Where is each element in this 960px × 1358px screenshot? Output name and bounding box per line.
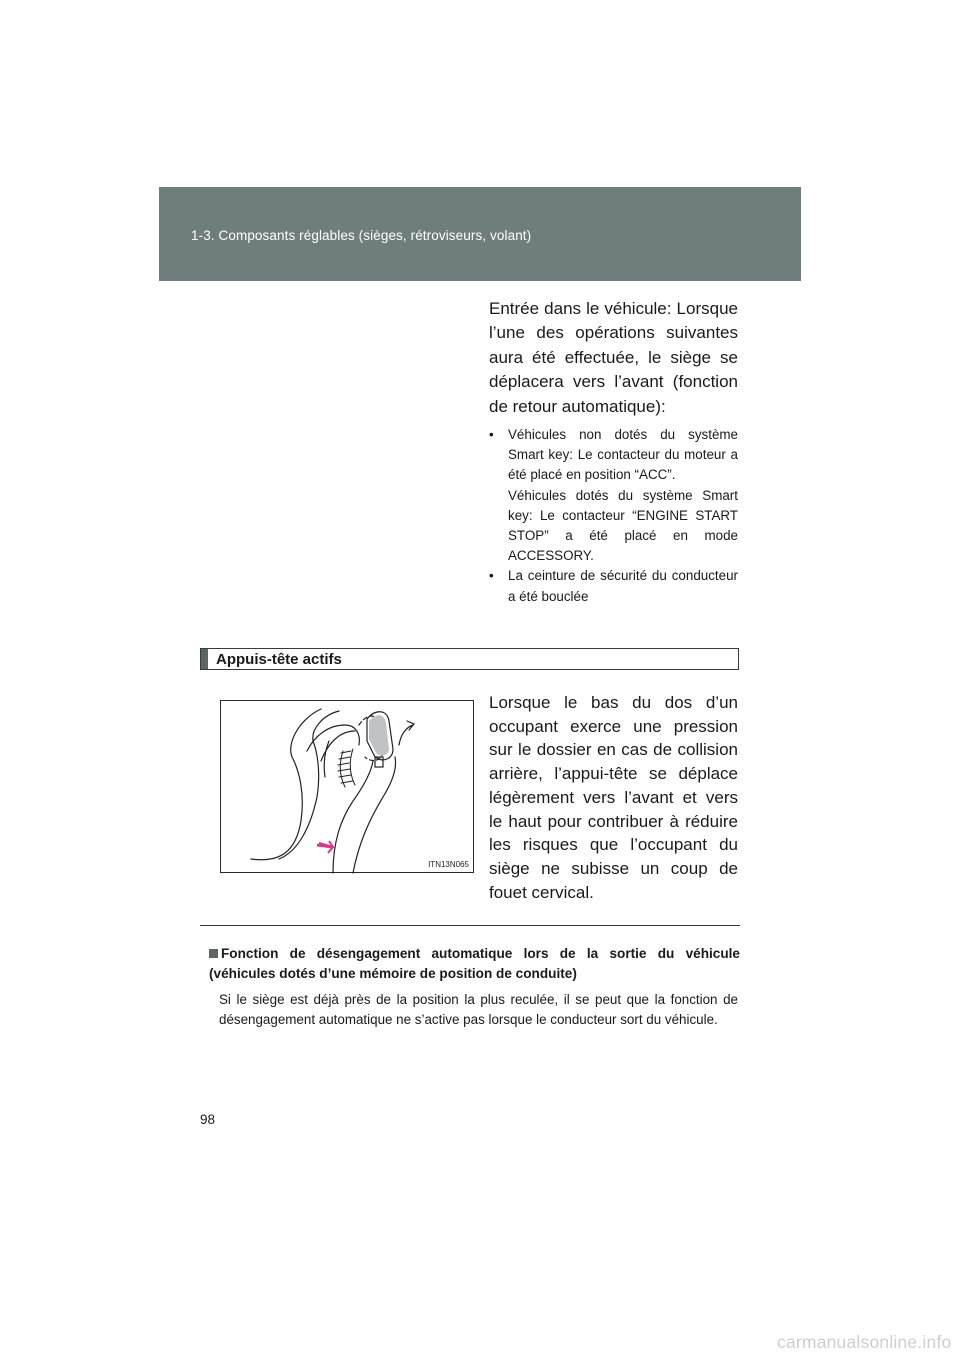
section-heading-title: Appuis-tête actifs <box>216 651 342 668</box>
active-headrest-figure <box>220 700 474 873</box>
section-heading-tab <box>201 649 208 669</box>
section-heading <box>200 648 739 670</box>
note-title <box>209 944 740 984</box>
list-item <box>489 425 738 566</box>
divider <box>200 925 740 926</box>
section-header-title: 1-3. Composants réglables (sièges, rétroviseurs, volant) <box>191 228 532 243</box>
body-paragraph: Lorsque le bas du dos d’un occupant exerce une pression sur le dossier en cas de collision arrière, l’appui-tête se déplace légèrement vers l’avant et vers le haut pour contribuer à réduire les risques que l’occupant du siège ne subisse un coup de fouet cervical. <box>489 693 738 902</box>
bullet-list <box>489 425 738 607</box>
list-item <box>489 566 738 606</box>
list-item-text: Véhicules dotés du système Smart key: Le contacteur “ENGINE START STOP” a été placé en mode ACCESSORY. <box>508 487 738 564</box>
bullet-icon: • <box>489 568 494 584</box>
intro-paragraph: Entrée dans le véhicule: Lorsque l’une des opérations suivantes aura été effectuée, le siège se déplacera vers l’avant (fonction de retour automatique): <box>489 299 738 416</box>
watermark[interactable]: carmanualsonline.info <box>777 1332 952 1352</box>
note-title-text: Fonction de désengagement automatique lors de la sortie du véhicule (véhicules dotés d’une mémoire de position de conduite) <box>209 946 740 981</box>
square-bullet-icon <box>209 949 218 958</box>
page-number: 98 <box>200 1112 216 1127</box>
list-item-text: La ceinture de sécurité du conducteur a été bouclée <box>508 568 738 604</box>
figure-code: ITN13N065 <box>428 860 469 869</box>
bullet-icon: • <box>489 427 494 442</box>
active-headrest-illustration <box>221 701 475 874</box>
list-item-text: Véhicules non dotés du système Smart key: Le contacteur du moteur a été placé en position “ACC”. <box>508 427 738 483</box>
note-body: Si le siège est déjà près de la position la plus reculée, il se peut que la fonction de désengagement automatique ne s’active pas lorsque le conducteur sort du véhicule. <box>219 992 738 1027</box>
